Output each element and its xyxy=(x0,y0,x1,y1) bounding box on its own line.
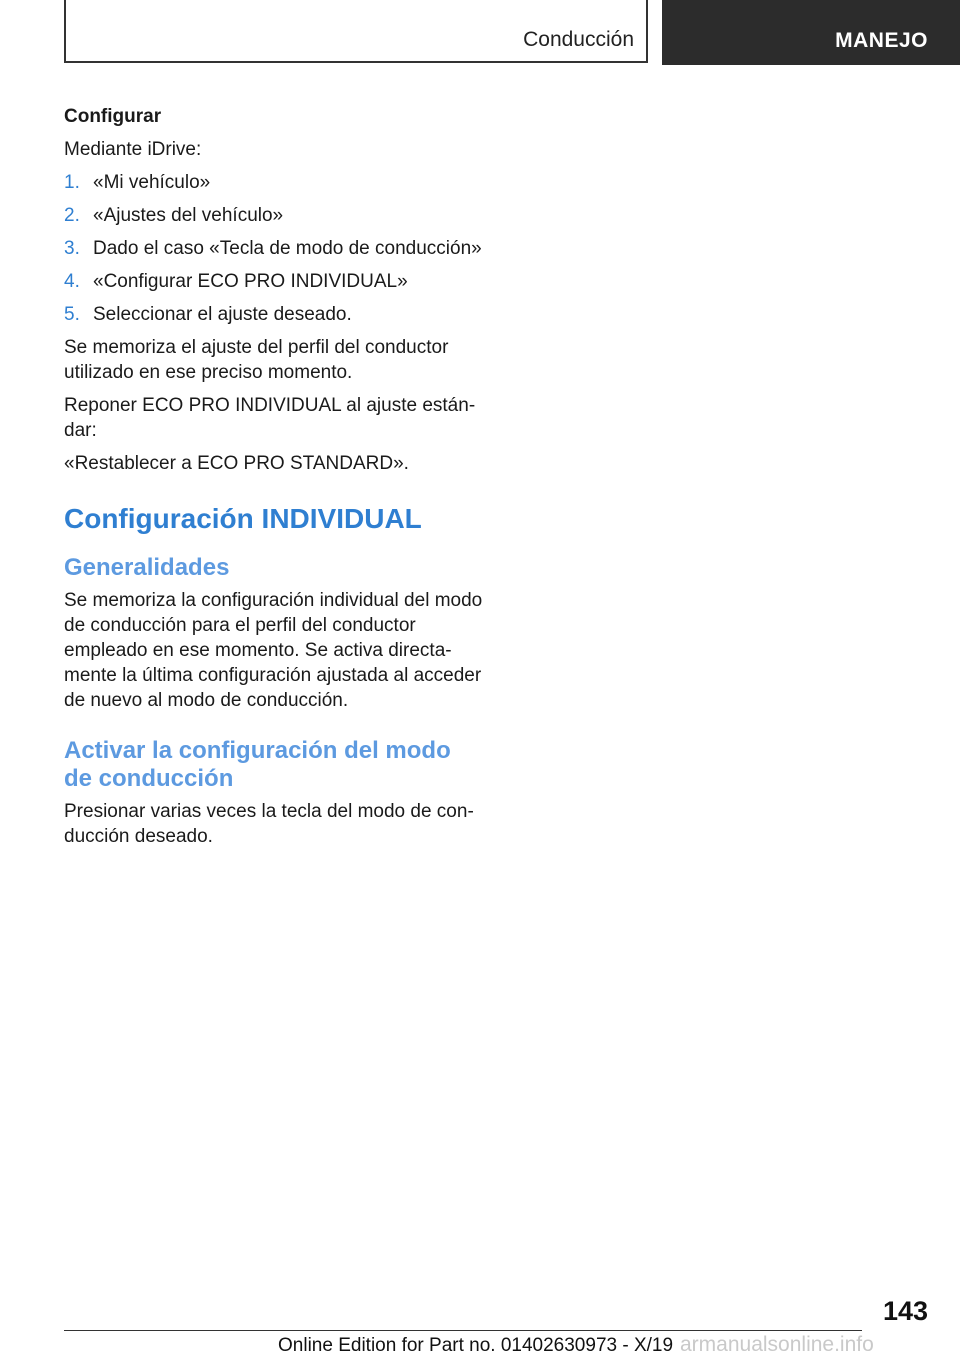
step-item xyxy=(64,203,484,228)
step-text: «Mi vehículo» xyxy=(93,172,211,193)
configurar-steps xyxy=(64,170,484,327)
step-number: 2. xyxy=(64,205,80,226)
step-item xyxy=(64,269,484,294)
general-title: Generalidades xyxy=(64,554,230,581)
page-number: 143 xyxy=(882,1296,928,1326)
header-chapter-tab xyxy=(662,0,960,65)
step-text: Dado el caso «Tecla de modo de conducción» xyxy=(93,238,482,259)
activate-text: Presionar varias veces la tecla del modo de conducción deseado. xyxy=(64,801,474,847)
configurar-title: Configurar xyxy=(64,106,162,127)
step-text: «Configurar ECO PRO INDIVIDUAL» xyxy=(93,271,408,292)
footer-rule xyxy=(64,1330,862,1331)
step-text: «Ajustes del vehículo» xyxy=(93,205,284,226)
step-number: 4. xyxy=(64,271,80,292)
general-text: Se memoriza la configuración individual del modo de conducción para el perfil del conductor empleado en ese momento. Se activa directamente la última configuración ajustada al acceder de nuevo al modo de conducción. xyxy=(64,590,483,711)
header-section-title: Conducción xyxy=(523,28,634,51)
step-item xyxy=(64,302,484,327)
configurar-note: Se memoriza el ajuste del perfil del conductor utilizado en ese preciso momento. xyxy=(64,337,449,383)
step-number: 1. xyxy=(64,172,80,193)
activate-title: Activar la configuración del modo de conducción xyxy=(64,737,451,792)
header-section-box xyxy=(64,0,648,63)
step-text: Seleccionar el ajuste deseado. xyxy=(93,304,352,325)
configurar-intro: Mediante iDrive: xyxy=(64,139,202,160)
step-number: 3. xyxy=(64,238,80,259)
footer-watermark: armanualsonline.info xyxy=(680,1333,874,1356)
header-chapter-title: MANEJO xyxy=(835,29,928,52)
page-content xyxy=(64,104,484,857)
step-item xyxy=(64,170,484,195)
footer-edition: Online Edition for Part no. 01402630973 - X/19 xyxy=(278,1335,674,1356)
step-number: 5. xyxy=(64,304,80,325)
individual-title: Configuración INDIVIDUAL xyxy=(64,503,422,534)
configurar-reset-option: «Restablecer a ECO PRO STANDARD». xyxy=(64,453,409,474)
configurar-reset-text: Reponer ECO PRO INDIVIDUAL al ajuste estándar: xyxy=(64,395,476,441)
step-item xyxy=(64,236,484,261)
